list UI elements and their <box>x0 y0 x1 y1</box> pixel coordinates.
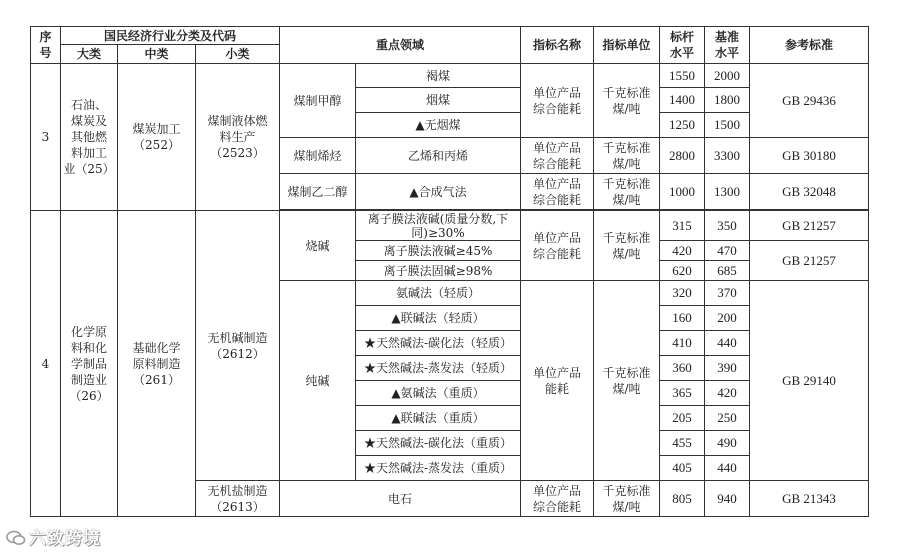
indicator-name: 单位产品 综合能耗 <box>521 211 594 281</box>
benchmark-value: 160 <box>660 306 705 331</box>
field-sub: 褐煤 <box>356 64 521 88</box>
wechat-logo-icon <box>6 530 26 546</box>
field-sub: 离子膜法固碱≥98% <box>356 261 521 281</box>
seq-cell: 3 <box>31 64 61 211</box>
field-sub: ★天然碱法-蒸发法（轻质） <box>356 356 521 381</box>
header-classification: 国民经济行业分类及代码 <box>61 27 280 45</box>
field-sub: ▲氨碱法（重质） <box>356 381 521 406</box>
benchmark-value: 1000 <box>660 174 705 210</box>
indicator-unit: 千克标准 煤/吨 <box>594 138 660 174</box>
indicator-unit: 千克标准 煤/吨 <box>594 174 660 210</box>
reference-standard: GB 21343 <box>750 481 869 517</box>
header-medium: 中类 <box>118 45 196 64</box>
baseline-value: 1500 <box>705 113 750 138</box>
benchmark-value: 205 <box>660 406 705 431</box>
benchmark-value: 620 <box>660 261 705 281</box>
benchmark-value: 315 <box>660 211 705 241</box>
field-sub: ★天然碱法-蒸发法（重质） <box>356 456 521 481</box>
indicator-unit: 千克标准 煤/吨 <box>594 281 660 481</box>
header-baseline: 基准 水平 <box>705 27 750 64</box>
baseline-value: 390 <box>705 356 750 381</box>
benchmark-value: 2800 <box>660 138 705 174</box>
indicator-unit: 千克标准 煤/吨 <box>594 211 660 281</box>
baseline-value: 470 <box>705 241 750 261</box>
header-indicator-name: 指标名称 <box>521 27 594 64</box>
baseline-value: 370 <box>705 281 750 306</box>
header-field: 重点领域 <box>280 27 521 64</box>
field-group: 煤制甲醇 <box>280 64 356 138</box>
baseline-value: 490 <box>705 431 750 456</box>
field-group: 煤制乙二醇 <box>280 174 356 210</box>
benchmark-value: 360 <box>660 356 705 381</box>
field-sub: 乙烯和丙烯 <box>356 138 521 174</box>
reference-standard: GB 29436 <box>750 64 869 138</box>
indicator-name: 单位产品 能耗 <box>521 281 594 481</box>
benchmark-value: 365 <box>660 381 705 406</box>
reference-standard: GB 21257 <box>750 241 869 281</box>
watermark <box>6 524 101 549</box>
baseline-value: 1800 <box>705 88 750 113</box>
field-sub: ▲无烟煤 <box>356 113 521 138</box>
field-sub: ▲合成气法 <box>356 174 521 210</box>
reference-standard: GB 30180 <box>750 138 869 174</box>
baseline-value: 200 <box>705 306 750 331</box>
indicator-name: 单位产品 综合能耗 <box>521 138 594 174</box>
baseline-value: 685 <box>705 261 750 281</box>
table-wrapper <box>30 26 869 517</box>
header-minor: 小类 <box>196 45 280 64</box>
watermark-text: 六致跨境 <box>29 529 101 549</box>
benchmark-value: 320 <box>660 281 705 306</box>
field-group: 烧碱 <box>280 211 356 281</box>
field-group: 电石 <box>280 481 521 517</box>
header-indicator-unit: 指标单位 <box>594 27 660 64</box>
benchmark-value: 410 <box>660 331 705 356</box>
field-sub: 离子膜法液碱≥45% <box>356 241 521 261</box>
benchmark-value: 1550 <box>660 64 705 88</box>
field-sub: 离子膜法液碱(质量分数,下 同)≥30% <box>356 211 521 241</box>
reference-standard: GB 21257 <box>750 211 869 241</box>
benchmark-value: 805 <box>660 481 705 517</box>
minor-category: 煤制液体燃 料生产 （2523） <box>196 64 280 211</box>
header-benchmark: 标杆 水平 <box>660 27 705 64</box>
seq-cell: 4 <box>31 211 61 517</box>
medium-category: 煤炭加工 （252） <box>118 64 196 211</box>
field-sub: ★天然碱法-碳化法（重质） <box>356 431 521 456</box>
baseline-value: 1300 <box>705 174 750 210</box>
indicator-unit: 千克标准 煤/吨 <box>594 64 660 138</box>
table-row <box>31 64 869 88</box>
indicator-unit: 千克标准 煤/吨 <box>594 481 660 517</box>
baseline-value: 440 <box>705 456 750 481</box>
field-sub: ▲联碱法（轻质） <box>356 306 521 331</box>
field-sub: 烟煤 <box>356 88 521 113</box>
minor-category: 无机盐制造 （2613） <box>196 481 280 517</box>
baseline-value: 420 <box>705 381 750 406</box>
baseline-value: 3300 <box>705 138 750 174</box>
benchmark-value: 420 <box>660 241 705 261</box>
baseline-value: 440 <box>705 331 750 356</box>
minor-category: 无机碱制造 （2612） <box>196 211 280 481</box>
field-group: 煤制烯烃 <box>280 138 356 174</box>
indicator-name: 单位产品 综合能耗 <box>521 481 594 517</box>
field-group: 纯碱 <box>280 281 356 481</box>
table-row <box>31 211 869 241</box>
benchmark-value: 1400 <box>660 88 705 113</box>
reference-standard: GB 29140 <box>750 281 869 481</box>
baseline-value: 250 <box>705 406 750 431</box>
energy-benchmark-table <box>30 26 869 517</box>
medium-category: 基础化学 原料制造 （261） <box>118 211 196 517</box>
field-sub: 氨碱法（轻质） <box>356 281 521 306</box>
indicator-name: 单位产品 综合能耗 <box>521 64 594 138</box>
header-reference: 参考标准 <box>750 27 869 64</box>
header-seq: 序 号 <box>31 27 61 64</box>
baseline-value: 350 <box>705 211 750 241</box>
field-sub: ★天然碱法-碳化法（轻质） <box>356 331 521 356</box>
major-category: 石油、 煤炭及 其他燃 料加工 业（25） <box>61 64 118 211</box>
reference-standard: GB 32048 <box>750 174 869 210</box>
baseline-value: 940 <box>705 481 750 517</box>
major-category: 化学原 料和化 学制品 制造业 （26） <box>61 211 118 517</box>
benchmark-value: 455 <box>660 431 705 456</box>
benchmark-value: 405 <box>660 456 705 481</box>
field-sub: ▲联碱法（重质） <box>356 406 521 431</box>
header-major: 大类 <box>61 45 118 64</box>
baseline-value: 2000 <box>705 64 750 88</box>
indicator-name: 单位产品 综合能耗 <box>521 174 594 210</box>
benchmark-value: 1250 <box>660 113 705 138</box>
